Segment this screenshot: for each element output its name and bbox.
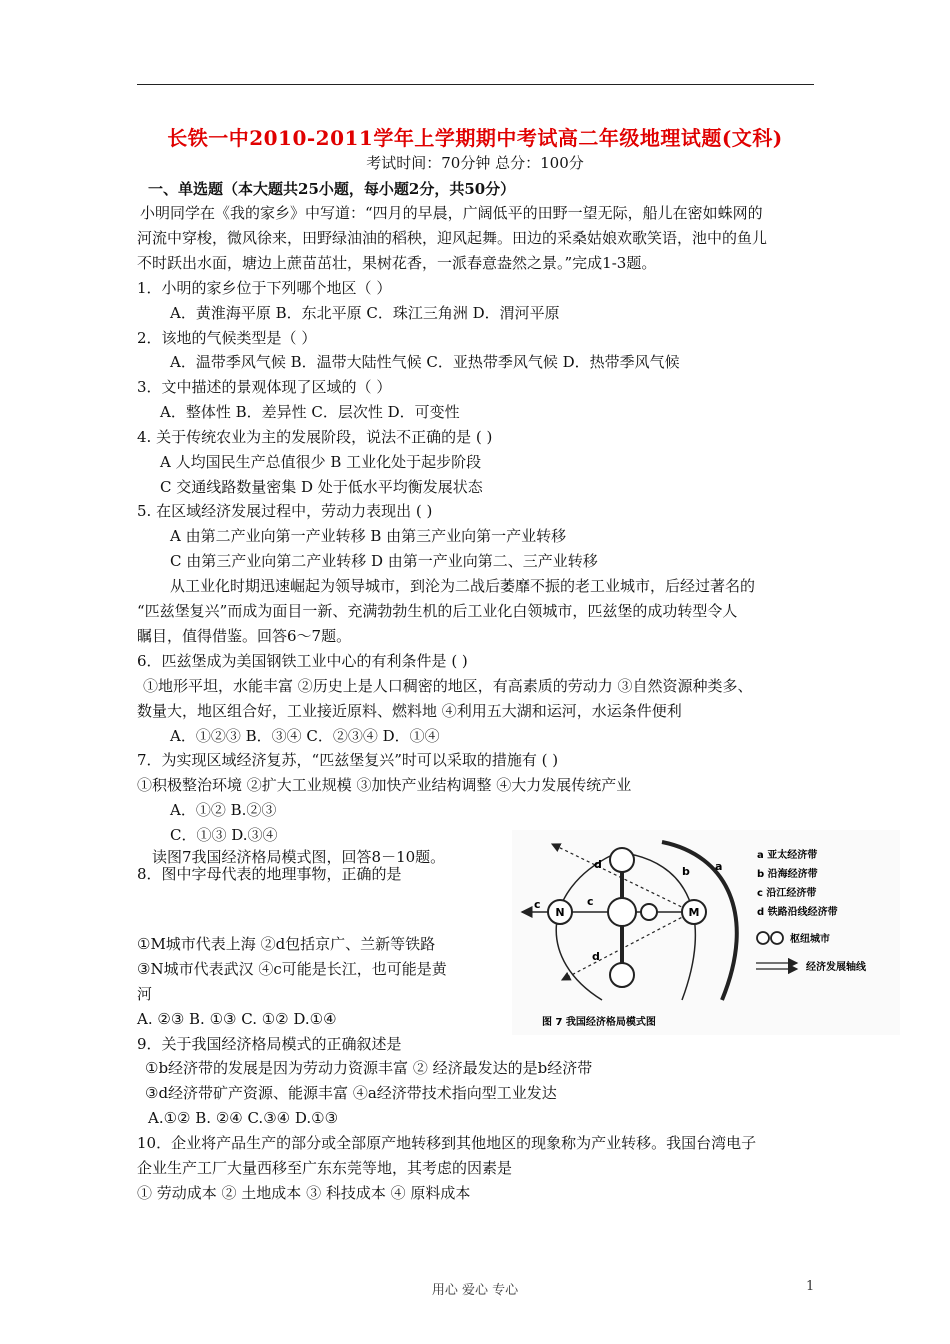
question-10b: 企业生产工厂大量西移至广东东莞等地，其考虑的因素是: [137, 1159, 513, 1177]
city-bottom: [610, 963, 634, 987]
question-4: 4. 关于传统农业为主的发展阶段，说法不正确的是 ( ): [137, 428, 493, 446]
options-2: A．温带季风气候 B．温带大陆性气候 C．亚热带季风气候 D．热带季风气候: [170, 353, 680, 371]
statements-8b: ③N城市代表武汉 ④c可能是长江，也可能是黄: [137, 960, 447, 978]
options-5b: C 由第三产业向第二产业转移 D 由第一产业向第二、三产业转移: [170, 552, 598, 570]
legend-a: a 亚太经济带: [757, 850, 818, 861]
section-heading: 一、单选题（本大题共25小题，每小题2分，共50分）: [148, 180, 516, 198]
statements-10: ① 劳动成本 ② 土地成本 ③ 科技成本 ④ 原料成本: [137, 1184, 471, 1202]
options-7b: C．①③ D.③④: [170, 826, 278, 844]
label-c-mid: c: [587, 895, 594, 908]
passage-line: “匹兹堡复兴”而成为面目一新、充满勃勃生机的后工业化白领城市，匹兹堡的成功转型令人: [137, 602, 738, 620]
options-1: A．黄淮海平原 B．东北平原 C．珠江三角洲 D．渭河平原: [170, 304, 560, 322]
exam-title: 长铁一中2010-2011学年上学期期中考试高二年级地理试题(文科): [167, 126, 783, 150]
passage-line: 河流中穿梭，微风徐来，田野绿油油的稻秧，迎风起舞。田边的采桑姑娘欢歌笑语，池中的鱼儿: [137, 229, 768, 247]
question-9: 9．关于我国经济格局模式的正确叙述是: [137, 1035, 402, 1053]
header-rule: [137, 84, 814, 85]
statements-8c: 河: [137, 985, 153, 1003]
city-center: [608, 898, 636, 926]
figure-caption: 图 7 我国经济格局模式图: [542, 1017, 656, 1028]
passage-line: 小明同学在《我的家乡》中写道：“四月的早晨，广阔低平的田野一望无际，船儿在密如蛛网的: [140, 204, 763, 222]
city-small: [641, 904, 657, 920]
label-d-lower: d: [592, 950, 600, 963]
city-top: [610, 848, 634, 872]
statements-6a: ①地形平坦，水能丰富 ②历史上是人口稠密的地区，有高素质的劳动力 ③自然资源种类多、: [143, 677, 753, 695]
legend-hub-icon: [771, 932, 783, 944]
legend-c: c 沿江经济带: [757, 888, 817, 899]
figure-intro: 读图7我国经济格局模式图，回答8－10题。: [152, 848, 446, 866]
statements-9a: ①b经济带的发展是因为劳动力资源丰富 ② 经济最发达的是b经济带: [145, 1059, 593, 1077]
page-number: 1: [806, 1279, 815, 1294]
question-8: 8．图中字母代表的地理事物，正确的是: [137, 865, 402, 883]
question-7: 7．为实现区域经济复苏，“匹兹堡复兴”时可以采取的措施有 ( ): [137, 751, 559, 769]
passage-line: 从工业化时期迅速崛起为领导城市，到沦为二战后萎靡不振的老工业城市，后经过著名的: [170, 577, 756, 595]
passage-line: 不时跃出水面，塘边上蔗苗茁壮，果树花香，一派春意盎然之景。”完成1-3题。: [137, 254, 657, 272]
statements-9b: ③d经济带矿产资源、能源丰富 ④a经济带技术指向型工业发达: [145, 1084, 557, 1102]
label-a: a: [715, 860, 723, 873]
statements-7: ①积极整治环境 ②扩大工业规模 ③加快产业结构调整 ④大力发展传统产业: [137, 776, 632, 794]
question-2: 2．该地的气候类型是（ ）: [137, 329, 317, 347]
legend-b: b 沿海经济带: [757, 869, 818, 880]
question-5: 5. 在区域经济发展过程中，劳动力表现出 ( ): [137, 502, 433, 520]
question-3: 3．文中描述的景观体现了区域的（ ）: [137, 378, 392, 396]
label-m: M: [688, 906, 700, 919]
economic-pattern-diagram: [512, 830, 900, 1035]
options-6: A．①②③ B．③④ C．②③④ D．①④: [170, 727, 440, 745]
options-4b: C 交通线路数量密集 D 处于低水平均衡发展状态: [160, 478, 483, 496]
options-7a: A．①② B.②③: [170, 801, 277, 819]
label-n: N: [555, 906, 565, 919]
exam-subtitle: 考试时间：70分钟 总分：100分: [366, 154, 584, 172]
question-1: 1．小明的家乡位于下列哪个地区（ ）: [137, 279, 392, 297]
legend-hub-icon: [757, 932, 769, 944]
options-9: A.①② B. ②④ C.③④ D.①③: [148, 1109, 339, 1127]
legend-hub: 枢纽城市: [790, 934, 830, 945]
footer-slogan: 用心 爱心 专心: [431, 1283, 519, 1298]
options-3: A．整体性 B．差异性 C．层次性 D．可变性: [160, 403, 460, 421]
options-5a: A 由第二产业向第一产业转移 B 由第三产业向第一产业转移: [170, 527, 567, 545]
passage-line: 瞩目，值得借鉴。回答6～7题。: [137, 627, 352, 645]
statements-8a: ①M城市代表上海 ②d包括京广、兰新等铁路: [137, 935, 436, 953]
label-d-upper: d: [594, 858, 602, 871]
legend-d: d 铁路沿线经济带: [757, 907, 838, 918]
legend-axis: 经济发展轴线: [806, 962, 866, 973]
statements-6b: 数量大，地区组合好，工业接近原料、燃料地 ④利用五大湖和运河，水运条件便利: [137, 702, 682, 720]
label-b: b: [682, 865, 690, 878]
question-10a: 10．企业将产品生产的部分或全部原产地转移到其他地区的现象称为产业转移。我国台湾电子: [137, 1134, 757, 1152]
options-4a: A 人均国民生产总值很少 B 工业化处于起步阶段: [160, 453, 482, 471]
question-6: 6．匹兹堡成为美国钢铁工业中心的有利条件是 ( ): [137, 652, 468, 670]
label-c-left: c: [534, 898, 541, 911]
options-8: A. ②③ B. ①③ C. ①② D.①④: [137, 1010, 337, 1028]
